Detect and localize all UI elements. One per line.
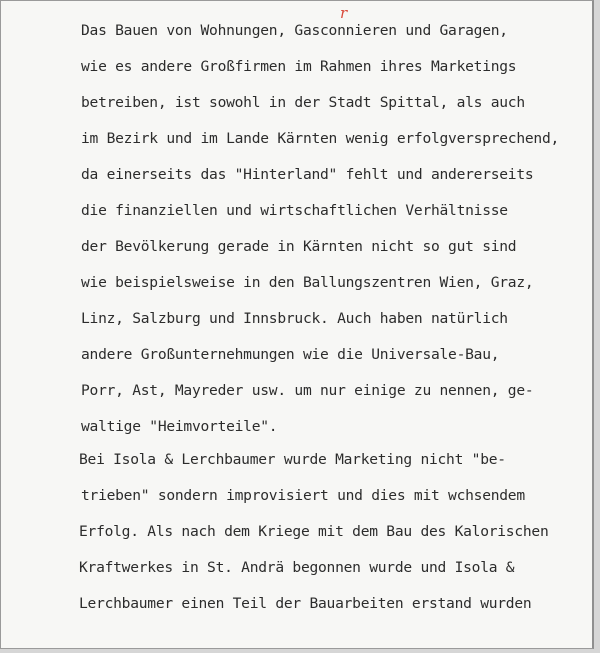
text-line-14: trieben" sondern improvisiert und dies mit wchsendem bbox=[81, 487, 525, 504]
text-line-15: Erfolg. Als nach dem Kriege mit dem Bau des Kalorischen bbox=[79, 523, 549, 540]
text-line-2: wie es andere Großfirmen im Rahmen ihres Marketings bbox=[81, 58, 517, 75]
text-line-4: im Bezirk und im Lande Kärnten wenig erfolgversprechend, bbox=[81, 130, 560, 147]
text-line-11: Porr, Ast, Mayreder usw. um nur einige zu nennen, ge- bbox=[81, 382, 534, 399]
text-line-5: da einerseits das "Hinterland" fehlt und andererseits bbox=[81, 166, 534, 183]
correction-mark: r bbox=[340, 4, 348, 22]
text-line-1: Das Bauen von Wohnungen, Gasconnieren und Garagen, bbox=[81, 22, 508, 39]
text-line-7: der Bevölkerung gerade in Kärnten nicht so gut sind bbox=[81, 238, 517, 255]
text-line-12: waltige "Heimvorteile". bbox=[81, 418, 278, 435]
text-line-6: die finanziellen und wirtschaftlichen Verhältnisse bbox=[81, 202, 508, 219]
text-line-10: andere Großunternehmungen wie die Universale-Bau, bbox=[81, 346, 500, 363]
text-line-17: Lerchbaumer einen Teil der Bauarbeiten erstand wurden bbox=[79, 595, 532, 612]
text-line-3: betreiben, ist sowohl in der Stadt Spittal, als auch bbox=[81, 94, 525, 111]
text-line-13: Bei Isola & Lerchbaumer wurde Marketing nicht "be- bbox=[79, 451, 506, 468]
text-line-9: Linz, Salzburg und Innsbruck. Auch haben natürlich bbox=[81, 310, 508, 327]
text-line-8: wie beispielsweise in den Ballungszentren Wien, Graz, bbox=[81, 274, 534, 291]
text-line-16: Kraftwerkes in St. Andrä begonnen wurde und Isola & bbox=[79, 559, 515, 576]
